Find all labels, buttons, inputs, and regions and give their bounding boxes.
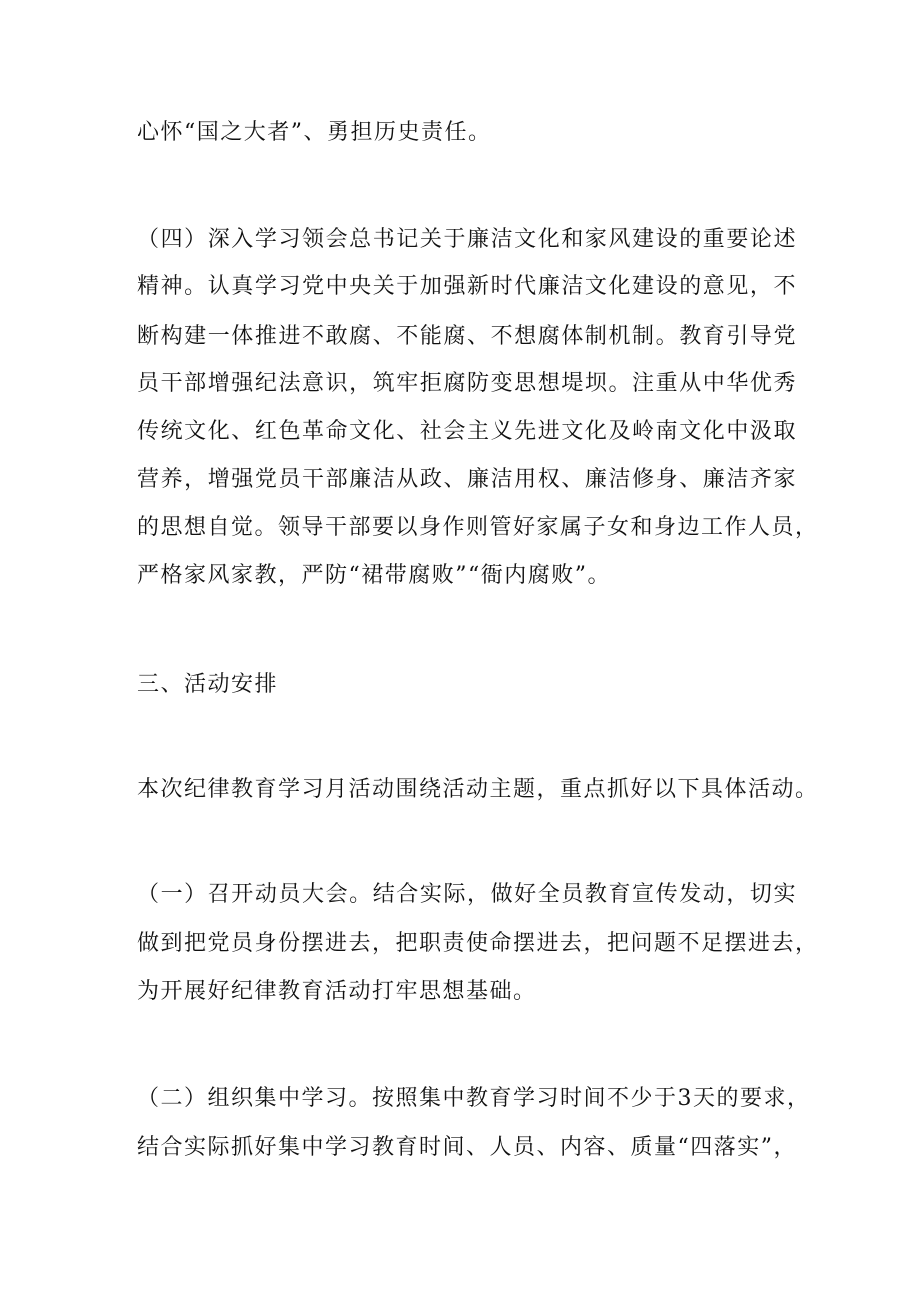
paragraph-line: 精神。认真学习党中央关于加强新时代廉洁文化建设的意见，不 [137, 274, 797, 299]
paragraph-line: 做到把党员身份摆进去，把职责使命摆进去，把问题不足摆进去， [137, 931, 819, 956]
paragraph-line: 断构建一体推进不敢腐、不能腐、不想腐体制机制。教育引导党 [137, 324, 797, 349]
paragraph-line: 严格家风家教，严防“裙带腐败”“衙内腐败”。 [137, 563, 611, 588]
paragraph-line: （四）深入学习领会总书记关于廉洁文化和家风建设的重要论述 [137, 227, 797, 252]
paragraph-line: 为开展好纪律教育活动打牢思想基础。 [137, 979, 537, 1004]
paragraph-line: 传统文化、红色革命文化、社会主义先进文化及岭南文化中汲取 [137, 419, 797, 444]
paragraph-line: 员干部增强纪法意识，筑牢拒腐防变思想堤坝。注重从中华优秀 [137, 371, 797, 396]
paragraph-line: 心怀“国之大者”、勇担历史责任。 [137, 120, 492, 145]
paragraph-line: 营养，增强党员干部廉洁从政、廉洁用权、廉洁修身、廉洁齐家 [137, 467, 797, 492]
paragraph-line: （二）组织集中学习。按照集中教育学习时间不少于3天的要求， [137, 1086, 811, 1111]
paragraph-line: 本次纪律教育学习月活动围绕活动主题，重点抓好以下具体活动。 [137, 777, 819, 802]
paragraph-line: 结合实际抓好集中学习教育时间、人员、内容、质量“四落实”， [137, 1135, 797, 1160]
paragraph-line: 的思想自觉。领导干部要以身作则管好家属子女和身边工作人员， [137, 515, 819, 540]
paragraph-line: （一）召开动员大会。结合实际，做好全员教育宣传发动，切实 [137, 882, 797, 907]
section-heading: 三、活动安排 [137, 672, 279, 697]
